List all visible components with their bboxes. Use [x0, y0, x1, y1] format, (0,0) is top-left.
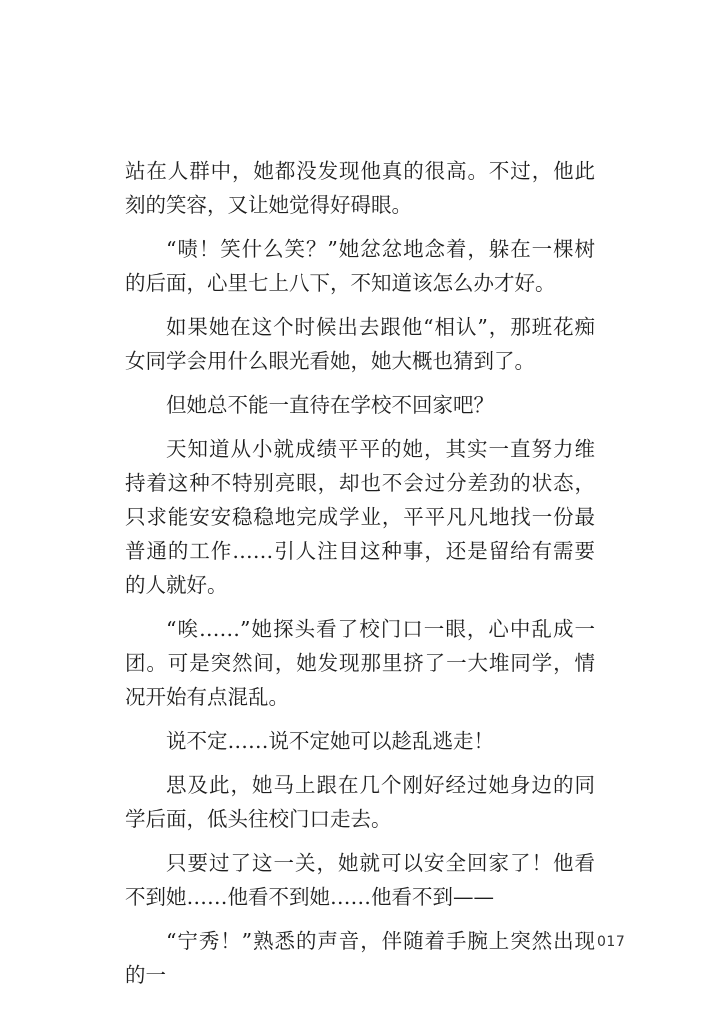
paragraph-3: 如果她在这个时候出去跟他“相认”，那班花痴女同学会用什么眼光看她，她大概也猜到了。 — [125, 315, 595, 373]
paragraph-10: “宁秀！”熟悉的声音，伴随着手腕上突然出现的一 — [125, 929, 595, 987]
paragraph-4: 但她总不能一直待在学校不回家吧？ — [166, 393, 494, 417]
paragraph-9: 只要过了这一关，她就可以安全回家了！他看不到她……他看不到她……他看不到—— — [125, 851, 595, 909]
body-text — [125, 154, 595, 1002]
paragraph-7: 说不定……说不定她可以趁乱逃走！ — [166, 729, 494, 753]
paragraph-6: “唉……”她探头看了校门口一眼，心中乱成一团。可是突然间，她发现那里挤了一大堆同学，情况开始有点混乱。 — [125, 617, 595, 709]
paragraph-2: “啧！笑什么笑？”她忿忿地念着，躲在一棵树的后面，心里七上八下，不知道该怎么办才好。 — [125, 237, 595, 295]
paragraph-5: 天知道从小就成绩平平的她，其实一直努力维持着这种不特别亮眼，却也不会过分差劲的状态，只求能安安稳稳地完成学业，平平凡凡地找一份最普通的工作……引人注目这种事，还是留给有需要的人就好。 — [125, 437, 595, 597]
paragraph-8: 思及此，她马上跟在几个刚好经过她身边的同学后面，低头往校门口走去。 — [125, 773, 595, 831]
paragraph-1: 站在人群中，她都没发现他真的很高。不过，他此刻的笑容，又让她觉得好碍眼。 — [125, 159, 595, 217]
page-number: 017 — [597, 934, 626, 950]
